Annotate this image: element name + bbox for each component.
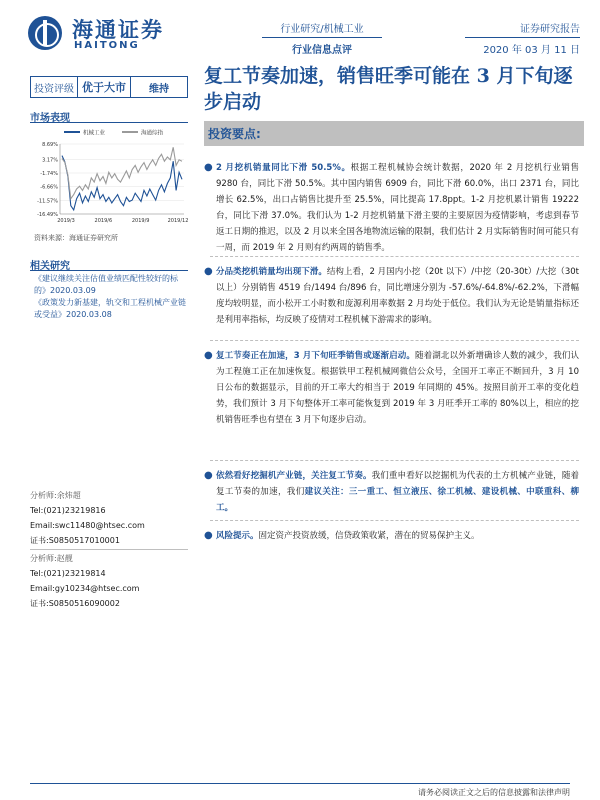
logo-english-name: HAITONG <box>74 40 140 51</box>
y-tick-label: -11.57% <box>37 198 58 205</box>
key-point-body: 随着湖北以外新增确诊人数的减少，我们认为工程施工正在加速恢复。根据铁甲工程机械网微信公众号，全国开工率正不断回升，3 月 10 日公布的数据显示，目前的开工率大约相当于 2019 年同期的 45%。按照目前开工率的变化趋势，我们预计 3 月下旬整体开工率可能恢复到 2019 年 3 月旺季开工率的 80%以上，相应的挖机销售旺季也有望在 3 月下旬逐步启动。 <box>216 351 579 425</box>
x-tick-label: 2019/3 <box>57 218 75 224</box>
logo-chinese-name: 海通证券 <box>72 18 164 42</box>
report-kind: 证券研究报告 <box>520 24 580 35</box>
key-point-text <box>216 348 579 428</box>
haitong-logo-icon <box>28 16 62 50</box>
analyst-email[interactable]: Email:gy10234@htsec.com <box>30 584 140 593</box>
bullet-icon: ● <box>204 470 213 481</box>
key-point-body: 我们重申看好以挖掘机为代表的土方机械产业链，随着复工节奏的加速，我们 <box>216 471 579 497</box>
key-point-text <box>216 528 579 544</box>
key-point-text <box>216 468 579 516</box>
analyst-tel: Tel:(021)23219816 <box>30 506 106 515</box>
key-point-text <box>216 160 579 256</box>
investment-rating <box>30 76 188 98</box>
report-type: 行业信息点评 <box>292 45 352 56</box>
y-tick-label: 8.69% <box>42 142 58 148</box>
key-point-text <box>216 264 579 328</box>
key-point-highlight: 分品类挖机销量均出现下滑。 <box>216 267 327 277</box>
related-item[interactable]: 《政策发力新基建，轨交和工程机械产业链或受益》2020.03.08 <box>34 298 186 319</box>
key-point-recommendation: 建议关注：三一重工、恒立液压、徐工机械、建设机械、中联重科、柳工。 <box>216 487 579 513</box>
footer-disclaimer: 请务必阅读正文之后的信息披露和法律声明 <box>418 788 570 797</box>
key-point <box>204 264 579 328</box>
key-point <box>204 528 579 544</box>
report-date: 2020 年 03 月 11 日 <box>483 45 580 56</box>
y-tick-label: -16.49% <box>37 212 58 218</box>
section-divider <box>210 256 579 257</box>
key-point <box>204 348 579 428</box>
legend-label: 海通综指 <box>141 130 164 137</box>
rating-label: 投资评级 <box>31 77 78 97</box>
x-tick-label: 2019/9 <box>131 218 150 224</box>
key-point <box>204 160 579 256</box>
key-point-body: 结构上看，2 月国内小挖（20t 以下）/中挖（20-30t）/大挖（30t 以上）分别销售 4519 台/1494 台/896 台，同比增速分别为 -57.6%/-64.8%/-62.2%，下滑幅度均较明显，而小松开工小时数和庞源利用率数据 2 月均处于低位。我们认为无论是销量指标还是利用率指标，均反映了疫情对工程机械下游需求的影响。 <box>216 267 579 325</box>
analyst-cert: 证书:S0850517010001 <box>30 536 120 545</box>
x-tick-label: 2019/6 <box>94 218 113 224</box>
legend-label: 机械工业 <box>83 130 106 137</box>
analyst-tel: Tel:(021)23219814 <box>30 569 106 578</box>
company-logo <box>28 14 203 54</box>
key-point-highlight: 依然看好挖掘机产业链，关注复工节奏。 <box>216 471 372 481</box>
key-points-heading: 投资要点: <box>208 127 261 141</box>
y-tick-label: -1.74% <box>40 170 58 177</box>
bullet-icon: ● <box>204 350 213 361</box>
market-divider <box>30 122 188 123</box>
footer-divider <box>30 783 570 784</box>
bullet-icon: ● <box>204 530 213 541</box>
report-category: 行业研究/机械工业 <box>280 24 364 35</box>
header-divider <box>262 37 382 38</box>
rating-value: 优于大市 <box>78 77 131 97</box>
section-divider <box>210 460 579 461</box>
related-divider <box>30 270 188 271</box>
analyst-cert: 证书:S0850516090002 <box>30 599 120 608</box>
analyst-contacts <box>30 488 188 611</box>
related-heading: 相关研究 <box>30 261 70 272</box>
section-divider <box>210 520 579 521</box>
header-divider-right <box>465 37 580 38</box>
key-points-band <box>204 121 584 146</box>
key-point-body: 固定资产投资放缓，信贷政策收紧，潜在的贸易保护主义。 <box>258 531 480 541</box>
market-performance-chart <box>30 126 188 228</box>
report-title: 复工节奏加速，销售旺季可能在 3 月下旬逐步启动 <box>204 65 573 113</box>
chart-source: 资料来源：海通证券研究所 <box>34 234 118 242</box>
x-tick-label: 2019/12 <box>167 218 188 224</box>
y-tick-label: 3.17% <box>42 157 58 164</box>
y-tick-label: -6.66% <box>40 184 58 191</box>
bullet-icon: ● <box>204 266 213 277</box>
bullet-icon: ● <box>204 162 213 173</box>
analyst-name: 分析师:余炜超 <box>30 491 81 500</box>
related-item[interactable]: 《建议继续关注估值业绩匹配性较好的标的》2020.03.09 <box>34 274 178 295</box>
key-point-highlight: 2 月挖机销量同比下滑 50.5%。 <box>216 163 351 173</box>
key-point-highlight: 风险提示。 <box>216 531 259 541</box>
key-point-highlight: 复工节奏正在加速，3 月下旬旺季销售或逐渐启动。 <box>216 351 416 361</box>
analyst-name: 分析师:赵靓 <box>30 554 73 563</box>
performance-chart-svg <box>30 126 188 228</box>
key-point-body: 根据工程机械协会统计数据，2020 年 2 月挖机行业销售 9280 台，同比下滑 50.5%。其中国内销售 6909 台，同比下滑 60.0%，出口 2371 台，同比增长 62.5%，出口占销售比提升至 25.5%，同比提高 17.8ppt。1-2 月挖机累计销售 19222 台，同比下滑 37.0%。我们认为 1-2 月挖机销量下滑主要的主要原因为疫情影响，考虑到春节返工日期的推迟，以及 2 月以来全国各地物流运输的限制，我们估计 2 月实际销售时间可能只有一周，而 2019 年 2 月则有约两周的销售季。 <box>216 163 579 253</box>
analyst-divider <box>30 549 188 550</box>
market-heading: 市场表现 <box>30 113 70 124</box>
rating-change: 维持 <box>149 83 169 95</box>
analyst-email[interactable]: Email:swc11480@htsec.com <box>30 521 145 530</box>
section-divider <box>210 340 579 341</box>
series-line <box>62 156 182 210</box>
key-point <box>204 468 579 516</box>
